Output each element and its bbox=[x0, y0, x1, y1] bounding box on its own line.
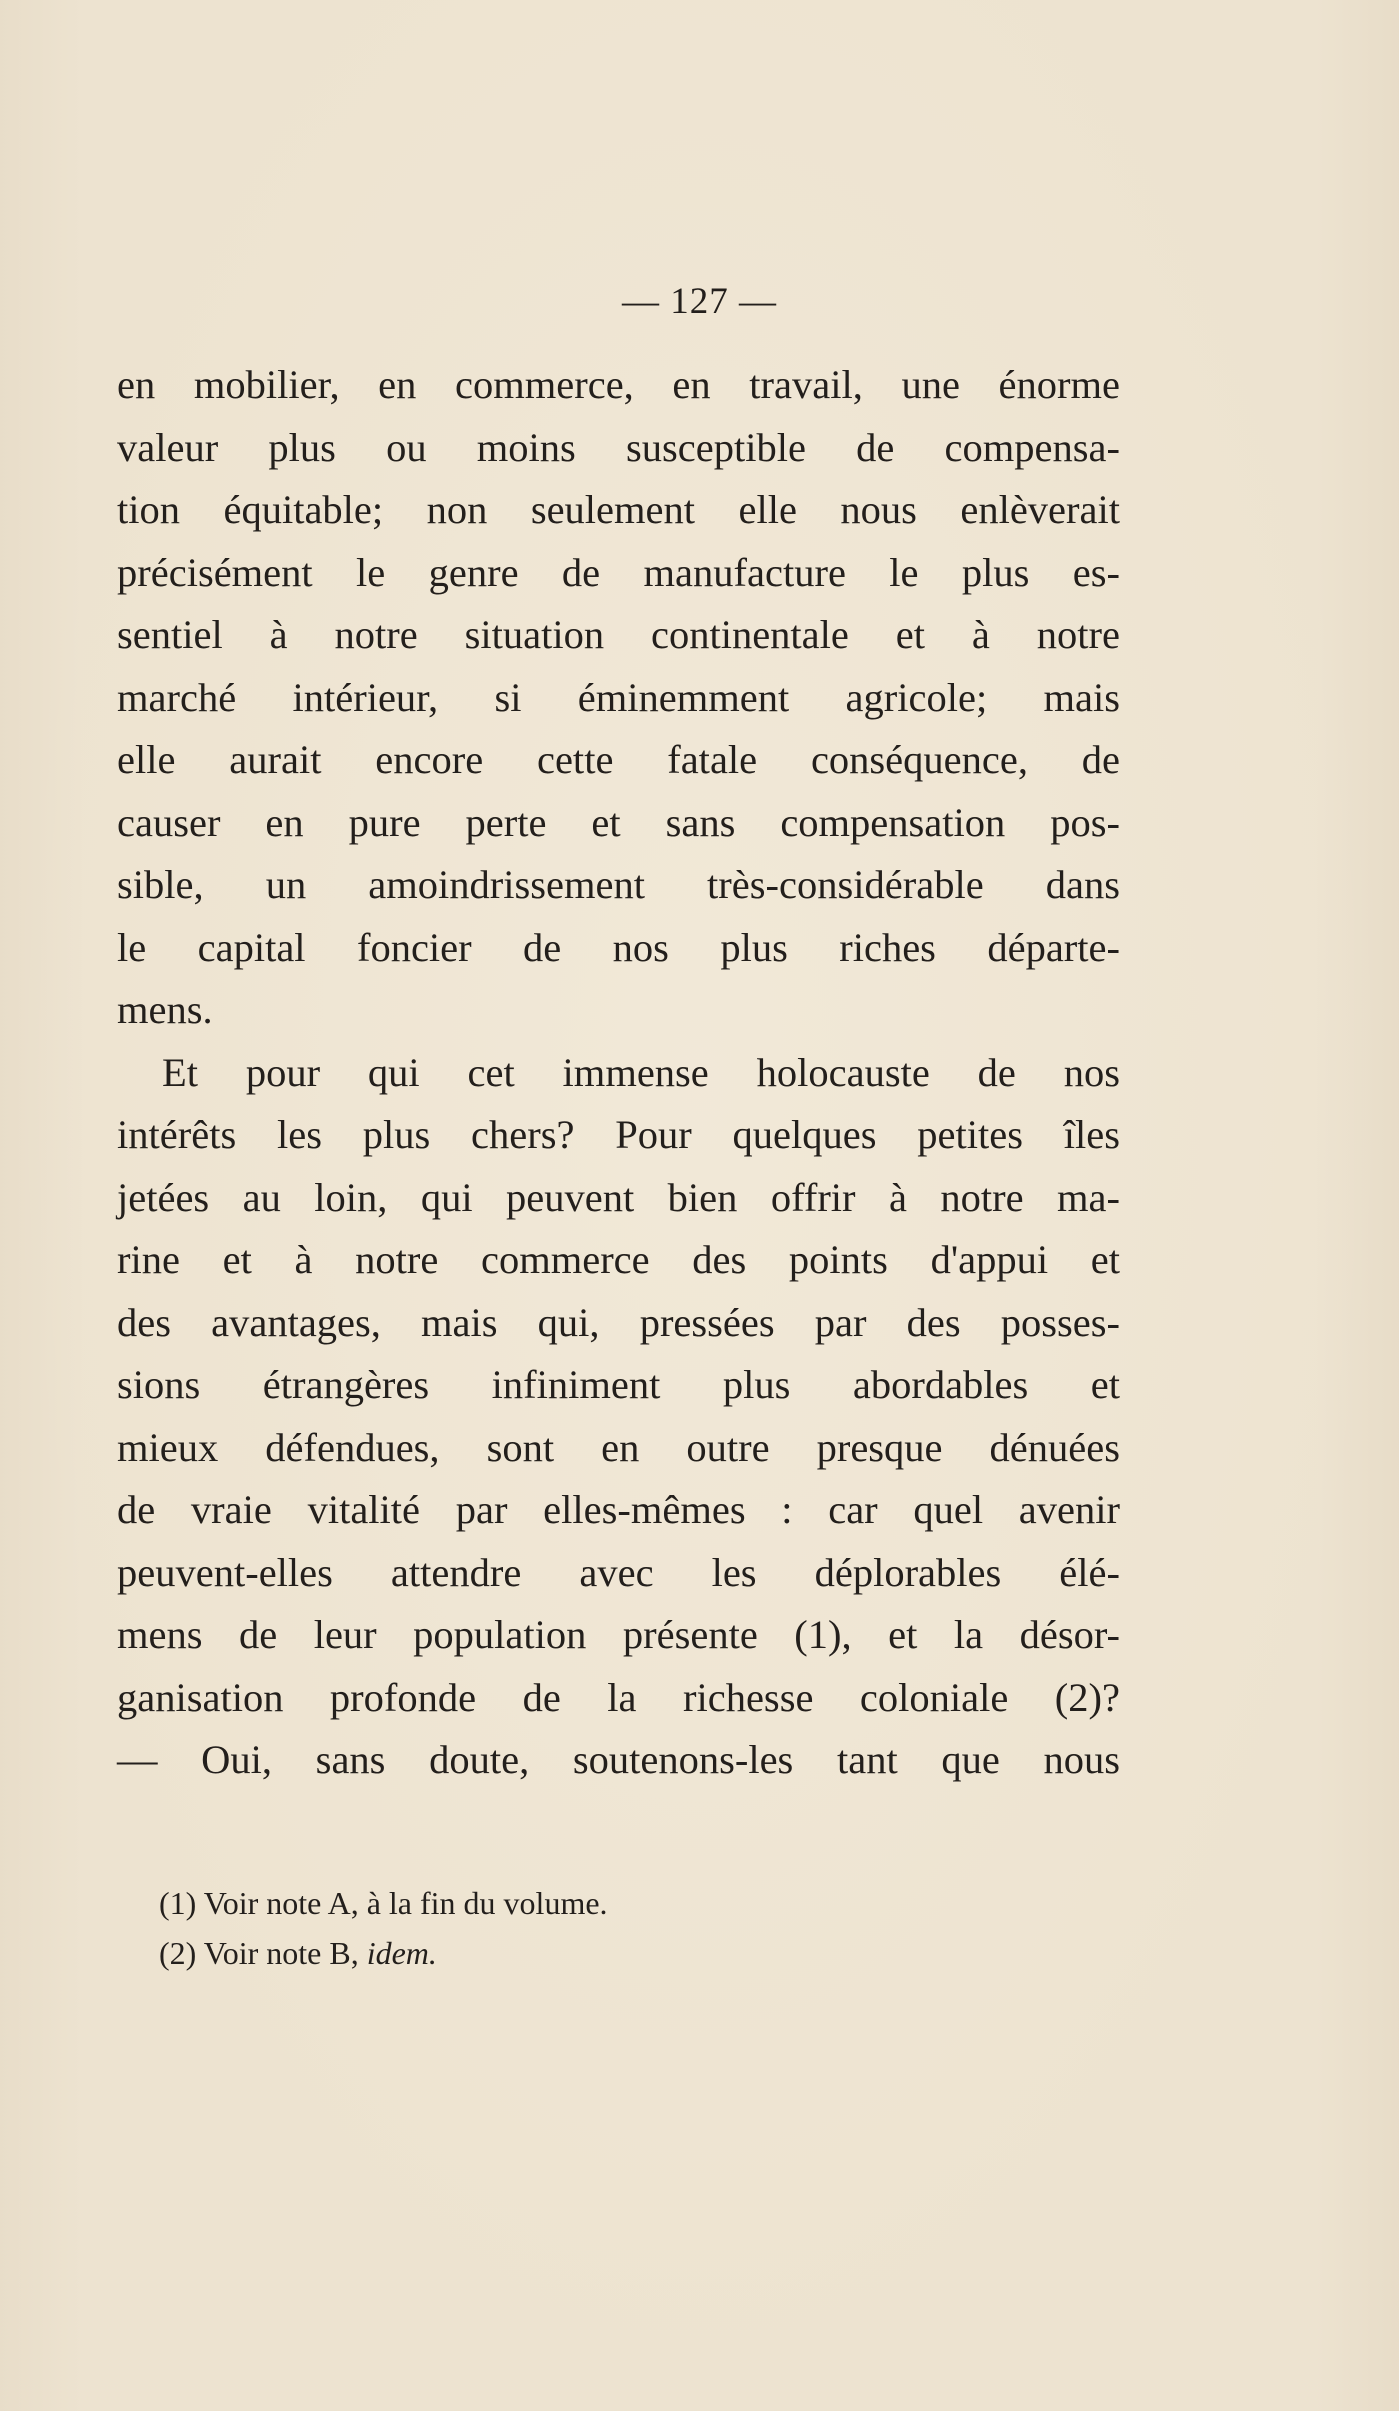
text-line: marché intérieur, si éminemment agricole; mais bbox=[117, 674, 1120, 720]
footnote-text: (1) Voir note A, à la fin du volume. bbox=[159, 1885, 608, 1921]
text-line: le capital foncier de nos plus riches départe- bbox=[117, 924, 1120, 970]
text-line: ganisation profonde de la richesse coloniale (2)? bbox=[117, 1674, 1120, 1720]
footnote-text: (2) Voir note B, bbox=[159, 1935, 367, 1971]
text-line: intérêts les plus chers? Pour quelques petites îles bbox=[117, 1112, 1120, 1157]
text-line: tion équitable; non seulement elle nous enlèverait bbox=[117, 487, 1120, 532]
text-line: précisément le genre de manufacture le plus es- bbox=[117, 549, 1120, 595]
footnote-2 bbox=[159, 1928, 608, 1978]
text-line: des avantages, mais qui, pressées par des posses- bbox=[117, 1299, 1120, 1345]
text-line: mieux défendues, sont en outre presque dénuées bbox=[117, 1424, 1120, 1470]
text-line: sions étrangères infiniment plus abordables et bbox=[117, 1362, 1120, 1407]
text-line: en mobilier, en commerce, en travail, une énorme bbox=[117, 362, 1120, 407]
text-line: de vraie vitalité par elles-mêmes : car quel avenir bbox=[117, 1487, 1120, 1532]
text-line: sible, un amoindrissement très-considérable dans bbox=[117, 862, 1120, 907]
text-line: jetées au loin, qui peuvent bien offrir à notre ma- bbox=[117, 1174, 1120, 1220]
page-number: — 127 — bbox=[622, 281, 777, 322]
text-line: elle aurait encore cette fatale conséquence, de bbox=[117, 737, 1120, 782]
text-line: valeur plus ou moins susceptible de compensa- bbox=[117, 424, 1120, 470]
text-line: — Oui, sans doute, soutenons-les tant que nous bbox=[117, 1737, 1120, 1782]
footnotes bbox=[159, 1878, 608, 1978]
text-line: causer en pure perte et sans compensation pos- bbox=[117, 799, 1120, 845]
footnote-1 bbox=[159, 1878, 608, 1928]
body-text bbox=[117, 354, 1120, 1792]
text-line: rine et à notre commerce des points d'appui et bbox=[117, 1237, 1120, 1282]
text-line: peuvent-elles attendre avec les déplorables élé- bbox=[117, 1549, 1120, 1595]
paragraph-start-line: Et pour qui cet immense holocauste de nos bbox=[162, 1049, 1120, 1095]
text-line: mens de leur population présente (1), et la désor- bbox=[117, 1612, 1120, 1657]
text-line: sentiel à notre situation continentale et à notre bbox=[117, 612, 1120, 657]
footnote-italic: idem. bbox=[366, 1935, 437, 1971]
text-line: mens. bbox=[117, 987, 213, 1032]
